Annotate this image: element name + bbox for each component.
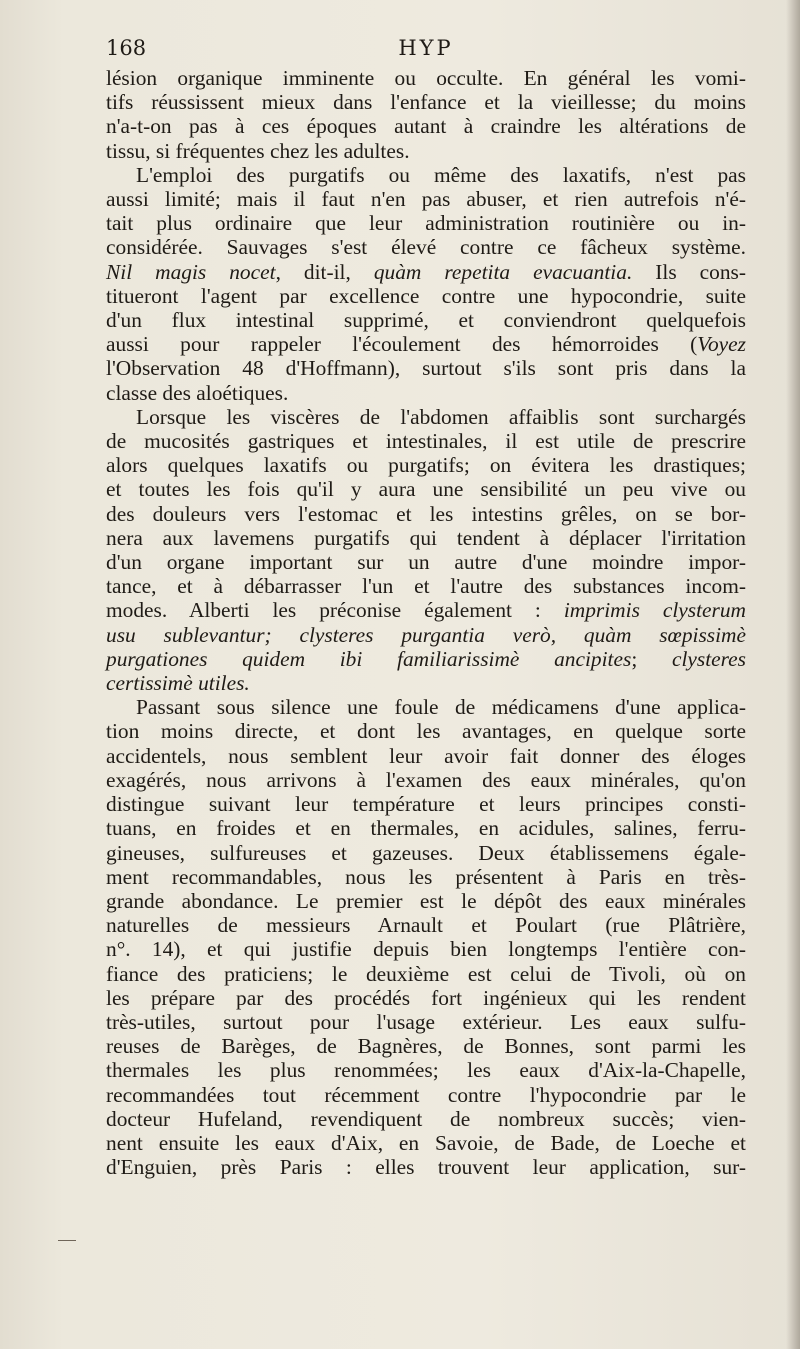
text-line	[106, 1010, 746, 1034]
italic-text: Nil magis nocet	[106, 259, 276, 284]
text-line	[106, 695, 746, 719]
text-line	[106, 865, 746, 889]
text-run: recommandées tout récemment contre l'hypocondrie par le	[106, 1082, 746, 1107]
italic-text: purgationes quidem ibi familiarissimè ancipites	[106, 646, 632, 671]
text-line	[106, 381, 746, 405]
italic-text: certissimè utiles.	[106, 671, 250, 696]
text-run: tait plus ordinaire que leur administration routinière ou in-	[106, 211, 746, 236]
page-number: 168	[106, 36, 147, 60]
text-line	[106, 356, 746, 380]
text-run: considérée. Sauvages s'est élevé contre ce fâcheux système.	[106, 235, 746, 260]
italic-text: quàm repetita evacuantia.	[373, 259, 633, 284]
text-run: les prépare par des procédés fort ingénieux qui les rendent	[106, 985, 746, 1010]
text-line	[106, 453, 746, 477]
text-line	[106, 1131, 746, 1155]
text-run: accidentels, nous semblent leur avoir fait donner des éloges	[106, 743, 746, 768]
page-header	[106, 36, 746, 66]
text-line	[106, 719, 746, 743]
text-run: et toutes les fois qu'il y aura une sensibilité un peu vive ou	[106, 477, 746, 502]
text-run: Lorsque les viscères de l'abdomen affaiblis sont surchargés	[136, 404, 746, 429]
text-run: tion moins directe, et dont les avantages, en quelque sorte	[106, 719, 746, 744]
text-line	[106, 90, 746, 114]
text-run: très-utiles, surtout pour l'usage extérieur. Les eaux sulfu-	[106, 1009, 746, 1034]
text-line	[106, 623, 746, 647]
text-run: L'emploi des purgatifs ou même des laxatifs, n'est pas	[136, 162, 746, 187]
text-line	[106, 841, 746, 865]
body-text	[106, 66, 746, 1179]
text-line	[106, 768, 746, 792]
text-line	[106, 1107, 746, 1131]
text-run: tissu, si fréquentes chez les adultes.	[106, 138, 410, 163]
text-line	[106, 308, 746, 332]
text-run: , dit-il,	[275, 259, 374, 284]
text-run: ment recommandables, nous les présentent à Paris en très-	[106, 864, 746, 889]
text-run: de mucosités gastriques et intestinales, il est utile de prescrire	[106, 429, 746, 454]
text-line	[106, 477, 746, 501]
text-run: l'Observation 48 d'Hoffmann), surtout s'ils sont pris dans la	[106, 356, 746, 381]
text-line	[106, 550, 746, 574]
text-line	[106, 66, 746, 90]
text-line	[106, 526, 746, 550]
text-run: gineuses, sulfureuses et gazeuses. Deux établissemens égale-	[106, 840, 746, 865]
text-run: docteur Hufeland, revendiquent de nombreux succès; vien-	[106, 1106, 746, 1131]
text-run: d'un flux intestinal supprimé, et conviendront quelquefois	[106, 308, 746, 333]
text-run: grande abondance. Le premier est le dépôt des eaux minérales	[106, 888, 746, 913]
text-run: aussi pour rappeler l'écoulement des hémorroides (	[106, 332, 698, 357]
text-line	[106, 889, 746, 913]
text-run: tifs réussissent mieux dans l'enfance et la vieillesse; du moins	[106, 90, 746, 115]
text-run: lésion organique imminente ou occulte. En général les vomi-	[106, 66, 746, 90]
text-line	[106, 913, 746, 937]
text-line	[106, 574, 746, 598]
text-run: tance, et à débarrasser l'un et l'autre des substances incom-	[106, 574, 746, 599]
text-line	[106, 647, 746, 671]
text-line	[106, 816, 746, 840]
italic-text: clysteres	[671, 646, 746, 671]
text-run: d'Enguien, près Paris : elles trouvent leur application, sur-	[106, 1155, 746, 1180]
text-run: des douleurs vers l'estomac et les intestins grêles, on se bor-	[106, 501, 746, 526]
italic-text: imprimis clysterum	[563, 598, 747, 623]
text-run: aussi limité; mais il faut n'en pas abuser, et rien autrefois n'é-	[106, 187, 746, 212]
text-run: n'a-t-on pas à ces époques autant à craindre les altérations de	[106, 114, 746, 139]
text-line	[106, 114, 746, 138]
margin-mark	[58, 1240, 76, 1241]
text-line	[106, 962, 746, 986]
text-line	[106, 284, 746, 308]
text-run: Ils cons-	[632, 259, 747, 284]
text-line	[106, 139, 746, 163]
text-line	[106, 163, 746, 187]
text-run: modes. Alberti les préconise également :	[106, 598, 564, 623]
text-line	[106, 744, 746, 768]
text-line	[106, 937, 746, 961]
text-line	[106, 671, 746, 695]
text-line	[106, 502, 746, 526]
italic-text: usu sublevantur; clysteres purgantia verò, quàm sœpissimè	[106, 622, 746, 647]
text-run: ;	[631, 646, 672, 671]
text-line	[106, 405, 746, 429]
text-line	[106, 235, 746, 259]
italic-text: Voyez	[697, 332, 746, 357]
running-head: HYP	[398, 36, 454, 60]
text-run: titueront l'agent par excellence contre une hypocondrie, suite	[106, 283, 746, 308]
text-line	[106, 260, 746, 284]
text-run: distingue suivant leur température et leurs principes consti-	[106, 792, 746, 817]
text-line	[106, 598, 746, 622]
text-line	[106, 1155, 746, 1179]
text-run: nera aux lavemens purgatifs qui tendent à déplacer l'irritation	[106, 525, 746, 550]
text-run: d'un organe important sur un autre d'une moindre impor-	[106, 550, 746, 575]
text-run: exagérés, nous arrivons à l'examen des eaux minérales, qu'on	[106, 767, 746, 792]
page-gutter-shadow	[786, 0, 800, 1349]
text-run: reuses de Barèges, de Bagnères, de Bonnes, sont parmi les	[106, 1034, 746, 1059]
text-line	[106, 986, 746, 1010]
text-run: thermales les plus renommées; les eaux d'Aix-la-Chapelle,	[106, 1058, 746, 1083]
text-line	[106, 187, 746, 211]
text-run: tuans, en froides et en thermales, en acidules, salines, ferru-	[106, 816, 746, 841]
text-line	[106, 792, 746, 816]
text-line	[106, 429, 746, 453]
text-run: n°. 14), et qui justifie depuis bien longtemps l'entière con-	[106, 937, 746, 962]
text-run: naturelles de messieurs Arnault et Poulart (rue Plâtrière,	[106, 913, 746, 938]
text-run: fiance des praticiens; le deuxième est celui de Tivoli, où on	[106, 961, 746, 986]
text-run: alors quelques laxatifs ou purgatifs; on évitera les drastiques;	[106, 453, 746, 478]
text-line	[106, 1083, 746, 1107]
text-run: Passant sous silence une foule de médicamens d'une applica-	[136, 695, 746, 720]
text-line	[106, 1034, 746, 1058]
text-line	[106, 332, 746, 356]
text-run: nent ensuite les eaux d'Aix, en Savoie, de Bade, de Loeche et	[106, 1130, 746, 1155]
text-line	[106, 1058, 746, 1082]
text-run: classe des aloétiques.	[106, 380, 289, 405]
text-line	[106, 211, 746, 235]
